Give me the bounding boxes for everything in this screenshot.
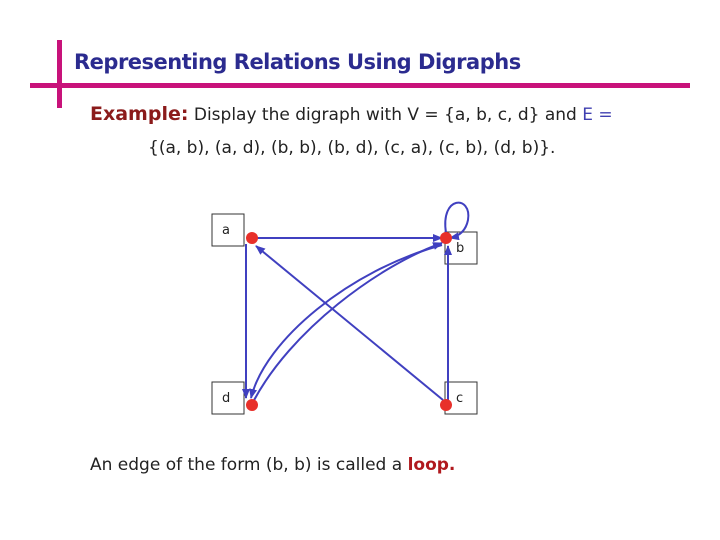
example-label: Example: bbox=[90, 103, 189, 125]
edge-set-label: E = bbox=[582, 105, 613, 125]
edge-c-a bbox=[256, 246, 443, 400]
footer-note bbox=[90, 455, 455, 475]
slide-title: Representing Relations Using Digraphs bbox=[74, 50, 521, 74]
loop-term: loop. bbox=[407, 455, 456, 475]
example-text: Display the digraph with V = {a, b, c, d} and bbox=[193, 105, 577, 125]
vertex-label-a: a bbox=[222, 223, 230, 238]
vertex-label-c: c bbox=[456, 391, 464, 406]
vertex-b bbox=[440, 232, 452, 244]
vertex-d bbox=[246, 399, 258, 411]
footer-text: An edge of the form (b, b) is called a bbox=[90, 455, 403, 475]
edge-set-text: {(a, b), (a, d), (b, b), (b, d), (c, a), (c, b), (d, b)}. bbox=[148, 138, 556, 158]
vertex-label-d: d bbox=[222, 391, 231, 406]
vertex-c bbox=[440, 399, 452, 411]
vertex-label-b: b bbox=[456, 241, 465, 256]
vertex-a bbox=[246, 232, 258, 244]
